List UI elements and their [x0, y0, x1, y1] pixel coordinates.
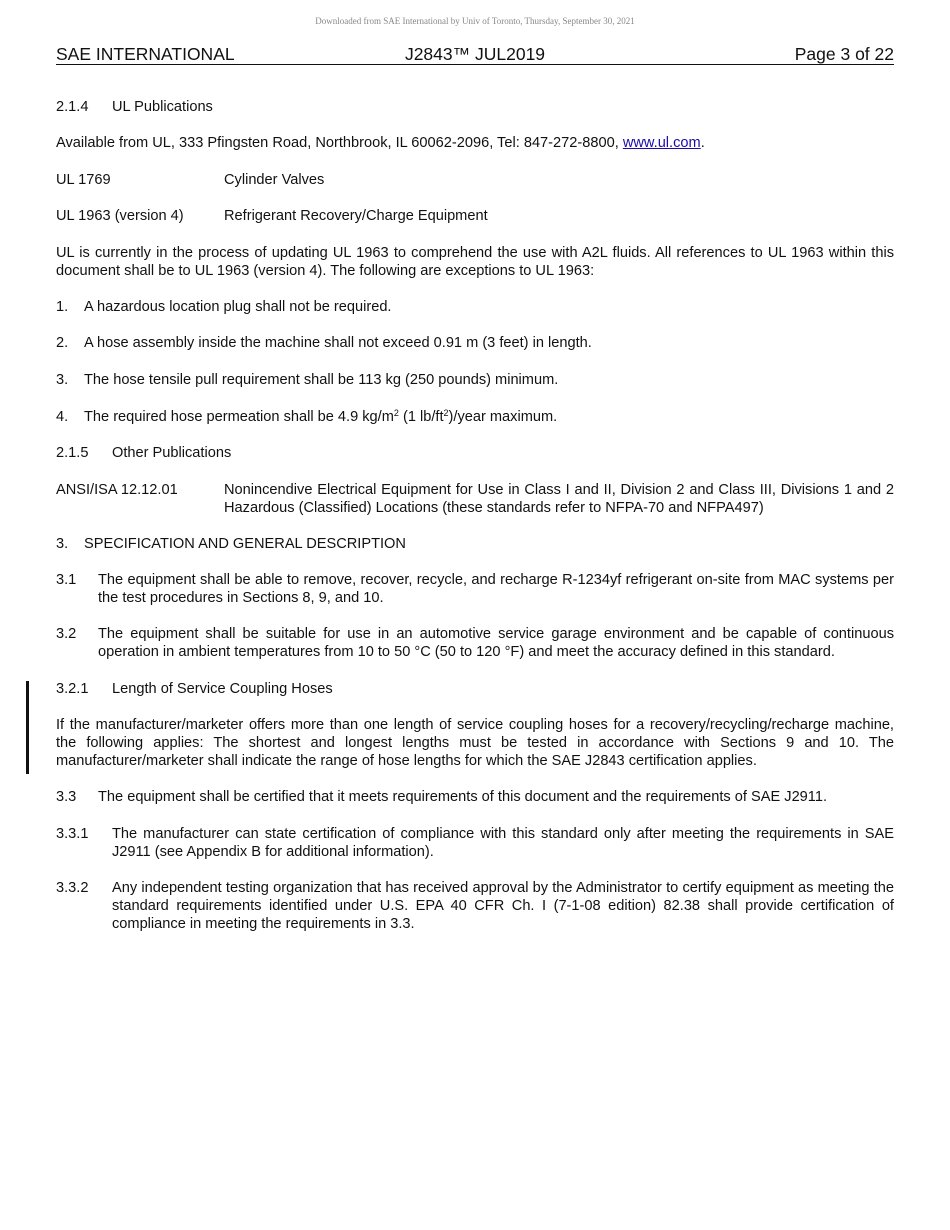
reference-ul-1963 [56, 207, 894, 225]
reference-title: Cylinder Valves [224, 172, 325, 188]
section-title: SPECIFICATION AND GENERAL DESCRIPTION [84, 536, 406, 552]
ul-availability-paragraph [56, 134, 894, 152]
reference-code: UL 1769 [56, 172, 111, 188]
section-text: The equipment shall be certified that it meets requirements of this document and the requirements of SAE J2911. [98, 789, 828, 805]
section-title: Length of Service Coupling Hoses [112, 681, 333, 697]
list-text: A hose assembly inside the machine shall not exceed 0.91 m (3 feet) in length. [84, 335, 592, 351]
list-number: 1. [56, 299, 69, 315]
reference-title: Nonincendive Electrical Equipment for Use in Class I and II, Division 2 and Class III, Divisions 1 and 2 Hazardous (Classified) Locations (these standards refer to NFPA-70 and NFPA497) [224, 482, 894, 516]
reference-code: UL 1963 (version 4) [56, 208, 184, 224]
header-doc-id: J2843™ JUL2019 [404, 44, 546, 64]
section-2-1-5-heading [56, 444, 894, 462]
ul-website-link[interactable]: www.ul.com [622, 135, 701, 151]
availability-text: Available from UL, 333 Pfingsten Road, Northbrook, IL 60062-2096, Tel: 847-272-8800, [56, 135, 623, 151]
exception-item-3 [56, 371, 894, 389]
section-3-3-2-paragraph [56, 879, 894, 933]
section-number: 3.3.1 [56, 826, 89, 842]
list-text [84, 408, 894, 426]
section-text: Any independent testing organization that has received approval by the Administrator to certify equipment as meeting the standard requirements identified under U.S. EPA 40 CFR Ch. I (7-1-08 edition) 82.38 shall provide certification of compliance in meeting the requirements in 3.3. [112, 880, 894, 932]
list-text: The hose tensile pull requirement shall be 113 kg (250 pounds) minimum. [84, 372, 559, 388]
reference-code: ANSI/ISA 12.12.01 [56, 482, 178, 498]
exception-item-2 [56, 334, 894, 352]
section-title: UL Publications [112, 99, 213, 115]
section-number: 3.3 [56, 789, 77, 805]
permeation-text-post: )/year maximum. [448, 409, 558, 425]
page-header [56, 44, 894, 65]
section-2-1-4-heading [56, 98, 894, 116]
section-3-2-1-heading [56, 680, 894, 698]
section-3-2-paragraph [56, 625, 894, 661]
section-3-3-paragraph [56, 788, 894, 806]
section-number: 2.1.4 [56, 99, 89, 115]
section-number: 3.3.2 [56, 880, 89, 896]
reference-ansi-isa [56, 481, 894, 517]
list-text: A hazardous location plug shall not be required. [84, 299, 392, 315]
section-3-1-paragraph [56, 571, 894, 607]
exception-item-1 [56, 298, 894, 316]
list-number: 2. [56, 335, 69, 351]
exception-item-4 [56, 408, 894, 426]
list-number: 3. [56, 372, 69, 388]
reference-title: Refrigerant Recovery/Charge Equipment [224, 208, 488, 224]
revision-change-bar [26, 681, 29, 774]
section-text: The equipment shall be suitable for use in an automotive service garage environment and be capable of continuous operation in ambient temperatures from 10 to 50 °C (50 to 120 °F) and meet the accuracy defined in this standard. [98, 626, 894, 660]
section-number: 3. [56, 536, 69, 552]
section-number: 3.1 [56, 572, 77, 588]
ul-1963-note-paragraph: UL is currently in the process of updating UL 1963 to comprehend the use with A2L fluids. All references to UL 1963 within this document shall be to UL 1963 (version 4). The following are exceptions to UL 1963: [56, 245, 894, 279]
section-3-3-1-paragraph [56, 825, 894, 861]
section-number: 2.1.5 [56, 445, 89, 461]
superscript-two: 2 [443, 408, 449, 418]
section-text: The equipment shall be able to remove, recover, recycle, and recharge R-1234yf refrigerant on-site from MAC systems per the test procedures in Sections 8, 9, and 10. [98, 572, 894, 606]
section-number: 3.2 [56, 626, 77, 642]
section-3-2-1-paragraph: If the manufacturer/marketer offers more than one length of service coupling hoses for a recovery/recycling/recharge machine, the following applies: The shortest and longest lengths must be tested in accordance with Sections 9 and 10. The manufacturer/marketer shall indicate the range of hose lengths for which the SAE J2843 certification applies. [56, 717, 894, 769]
list-number: 4. [56, 409, 69, 425]
permeation-text-pre: The required hose permeation shall be 4.9 kg/m [84, 409, 394, 425]
header-page-number: Page 3 of 22 [794, 44, 894, 64]
section-number: 3.2.1 [56, 681, 89, 697]
section-title: Other Publications [112, 445, 232, 461]
permeation-text-mid: (1 lb/ft [398, 409, 444, 425]
reference-ul-1769 [56, 171, 894, 189]
download-watermark: Downloaded from SAE International by Univ of Toronto, Thursday, September 30, 2021 [315, 16, 635, 26]
header-org: SAE INTERNATIONAL [56, 44, 235, 64]
availability-end: . [700, 135, 705, 151]
section-text: The manufacturer can state certification of compliance with this standard only after meeting the requirements in SAE J2911 (see Appendix B for additional information). [112, 826, 894, 860]
section-3-heading [56, 535, 894, 553]
superscript-two: 2 [393, 408, 399, 418]
